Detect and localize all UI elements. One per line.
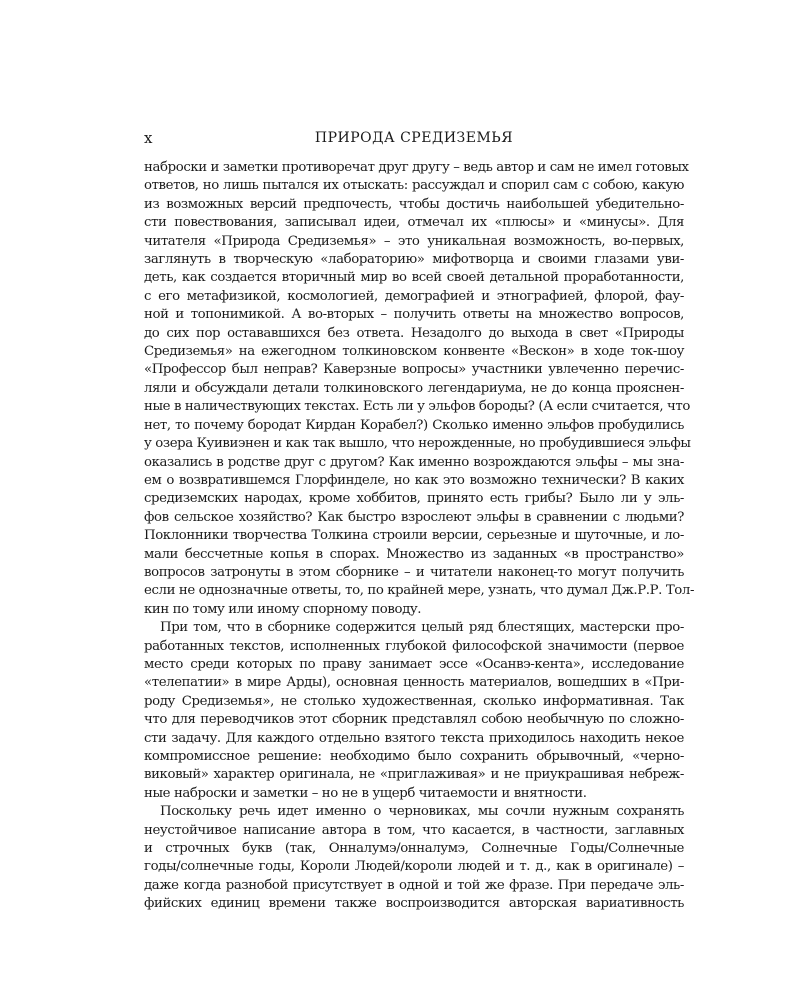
text-line: ные наброски и заметки – но не в ущерб читаемости и внятности. xyxy=(144,785,587,801)
running-head xyxy=(144,128,684,148)
text-line: ной и топонимикой. А во-вторых – получить ответы на множество вопросов, xyxy=(144,307,684,323)
running-title: ПРИРОДА СРЕДИЗЕМЬЯ xyxy=(314,130,514,146)
text-line: с его метафизикой, космологией, демографией и этнографией, флорой, фау- xyxy=(144,288,684,304)
text-line: из возможных версий предпочесть, чтобы достичь наибольшей убедительно- xyxy=(144,196,684,212)
text-line: деть, как создается вторичный мир во всей своей детальной проработанности, xyxy=(144,270,684,286)
text-line: нет, то почему бородат Кирдан Корабел?) Сколько именно эльфов пробудились xyxy=(144,417,684,433)
text-line: роду Средиземья», не столько художественная, сколько информативная. Так xyxy=(144,693,684,709)
text-line: мали бессчетные копья в спорах. Множество из заданных «в пространство» xyxy=(144,546,684,562)
text-line: работанных текстов, исполненных глубокой философской значимости (первое xyxy=(144,638,684,654)
text-line: вопросов затронуты в этом сборнике – и читатели наконец-то могут получить xyxy=(144,564,684,580)
text-line: ем о возвратившемся Глорфинделе, но как это возможно технически? В каких xyxy=(144,472,684,488)
text-line: компромиссное решение: необходимо было сохранить обрывочный, «черно- xyxy=(144,749,684,764)
text-line: кин по тому или иному спорному поводу. xyxy=(144,601,422,617)
text-line: наброски и заметки противоречат друг другу – ведь автор и сам не имел готовых xyxy=(144,160,689,175)
text-line: читателя «Природа Средиземья» – это уникальная возможность, во-первых, xyxy=(144,233,684,249)
text-line: до сих пор остававшихся без ответа. Незадолго до выхода в свет «Природы xyxy=(144,325,684,341)
text-line: Поскольку речь идет именно о черновиках, мы сочли нужным сохранять xyxy=(160,804,684,820)
text-line: ляли и обсуждали детали толкиновского легендариума, не до конца прояснен- xyxy=(144,380,684,396)
text-line: годы/солнечные годы, Короли Людей/короли людей и т. д., как в оригинале) – xyxy=(144,859,684,875)
text-line: фов сельское хозяйство? Как быстро взрослеют эльфы в сравнении с людьми? xyxy=(144,509,684,525)
text-line: заглянуть в творческую «лабораторию» мифотворца и своими глазами уви- xyxy=(144,252,684,268)
text-line: у озера Куивиэнен и как так вышло, что нерожденные, но пробудившиеся эльфы xyxy=(144,436,691,452)
text-line: Средиземья» на ежегодном толкиновском конвенте «Вескон» в ходе ток-шоу xyxy=(144,344,684,360)
text-line: и строчных букв (так, Онналумэ/онналумэ, Солнечные Годы/Солнечные xyxy=(144,841,684,857)
text-line: ответов, но лишь пытался их отыскать: рассуждал и спорил сам с собою, какую xyxy=(144,178,684,194)
text-line: неустойчивое написание автора в том, что касается, в частности, заглавных xyxy=(144,822,684,838)
text-line: оказались в родстве друг с другом? Как именно возрождаются эльфы – мы зна- xyxy=(144,454,684,470)
text-line: сти задачу. Для каждого отдельно взятого текста приходилось находить некое xyxy=(144,730,684,746)
text-line: При том, что в сборнике содержится целый ряд блестящих, мастерски про- xyxy=(160,620,684,636)
paragraph xyxy=(144,159,695,619)
text-line: даже когда разнобой присутствует в одной и той же фразе. При передаче эль- xyxy=(144,877,684,893)
paragraph xyxy=(144,803,684,913)
text-line: средиземских народах, кроме хоббитов, принято есть грибы? Было ли у эль- xyxy=(144,491,684,507)
text-line: «Профессор был неправ? Каверзные вопросы» участники увлеченно перечис- xyxy=(144,362,684,378)
text-line: сти повествования, записывал идеи, отмечал их «плюсы» и «минусы». Для xyxy=(144,215,684,231)
paragraph xyxy=(144,619,684,803)
page-number: x xyxy=(144,129,153,147)
text-line: ные в наличествующих текстах. Есть ли у эльфов бороды? (А если считается, что xyxy=(144,399,690,415)
text-line: виковый» характер оригинала, не «приглаживая» и не приукрашивая небреж- xyxy=(144,767,684,783)
text-line: что для переводчиков этот сборник представлял собою необычную по сложно- xyxy=(144,712,684,728)
text-line: место среди которых по праву занимает эссе «Осанвэ-кента», исследование xyxy=(144,656,684,672)
body-text xyxy=(144,159,695,914)
text-line: если не однозначные ответы, то, по крайней мере, узнать, что думал Дж.Р.Р. Тол- xyxy=(144,583,695,599)
text-line: Поклонники творчества Толкина строили версии, серьезные и шуточные, и ло- xyxy=(144,528,684,544)
text-line: фийских единиц времени также воспроизводится авторская вариативность xyxy=(144,896,684,912)
text-line: «телепатии» в мире Арды), основная ценность материалов, вошедших в «При- xyxy=(144,675,684,691)
